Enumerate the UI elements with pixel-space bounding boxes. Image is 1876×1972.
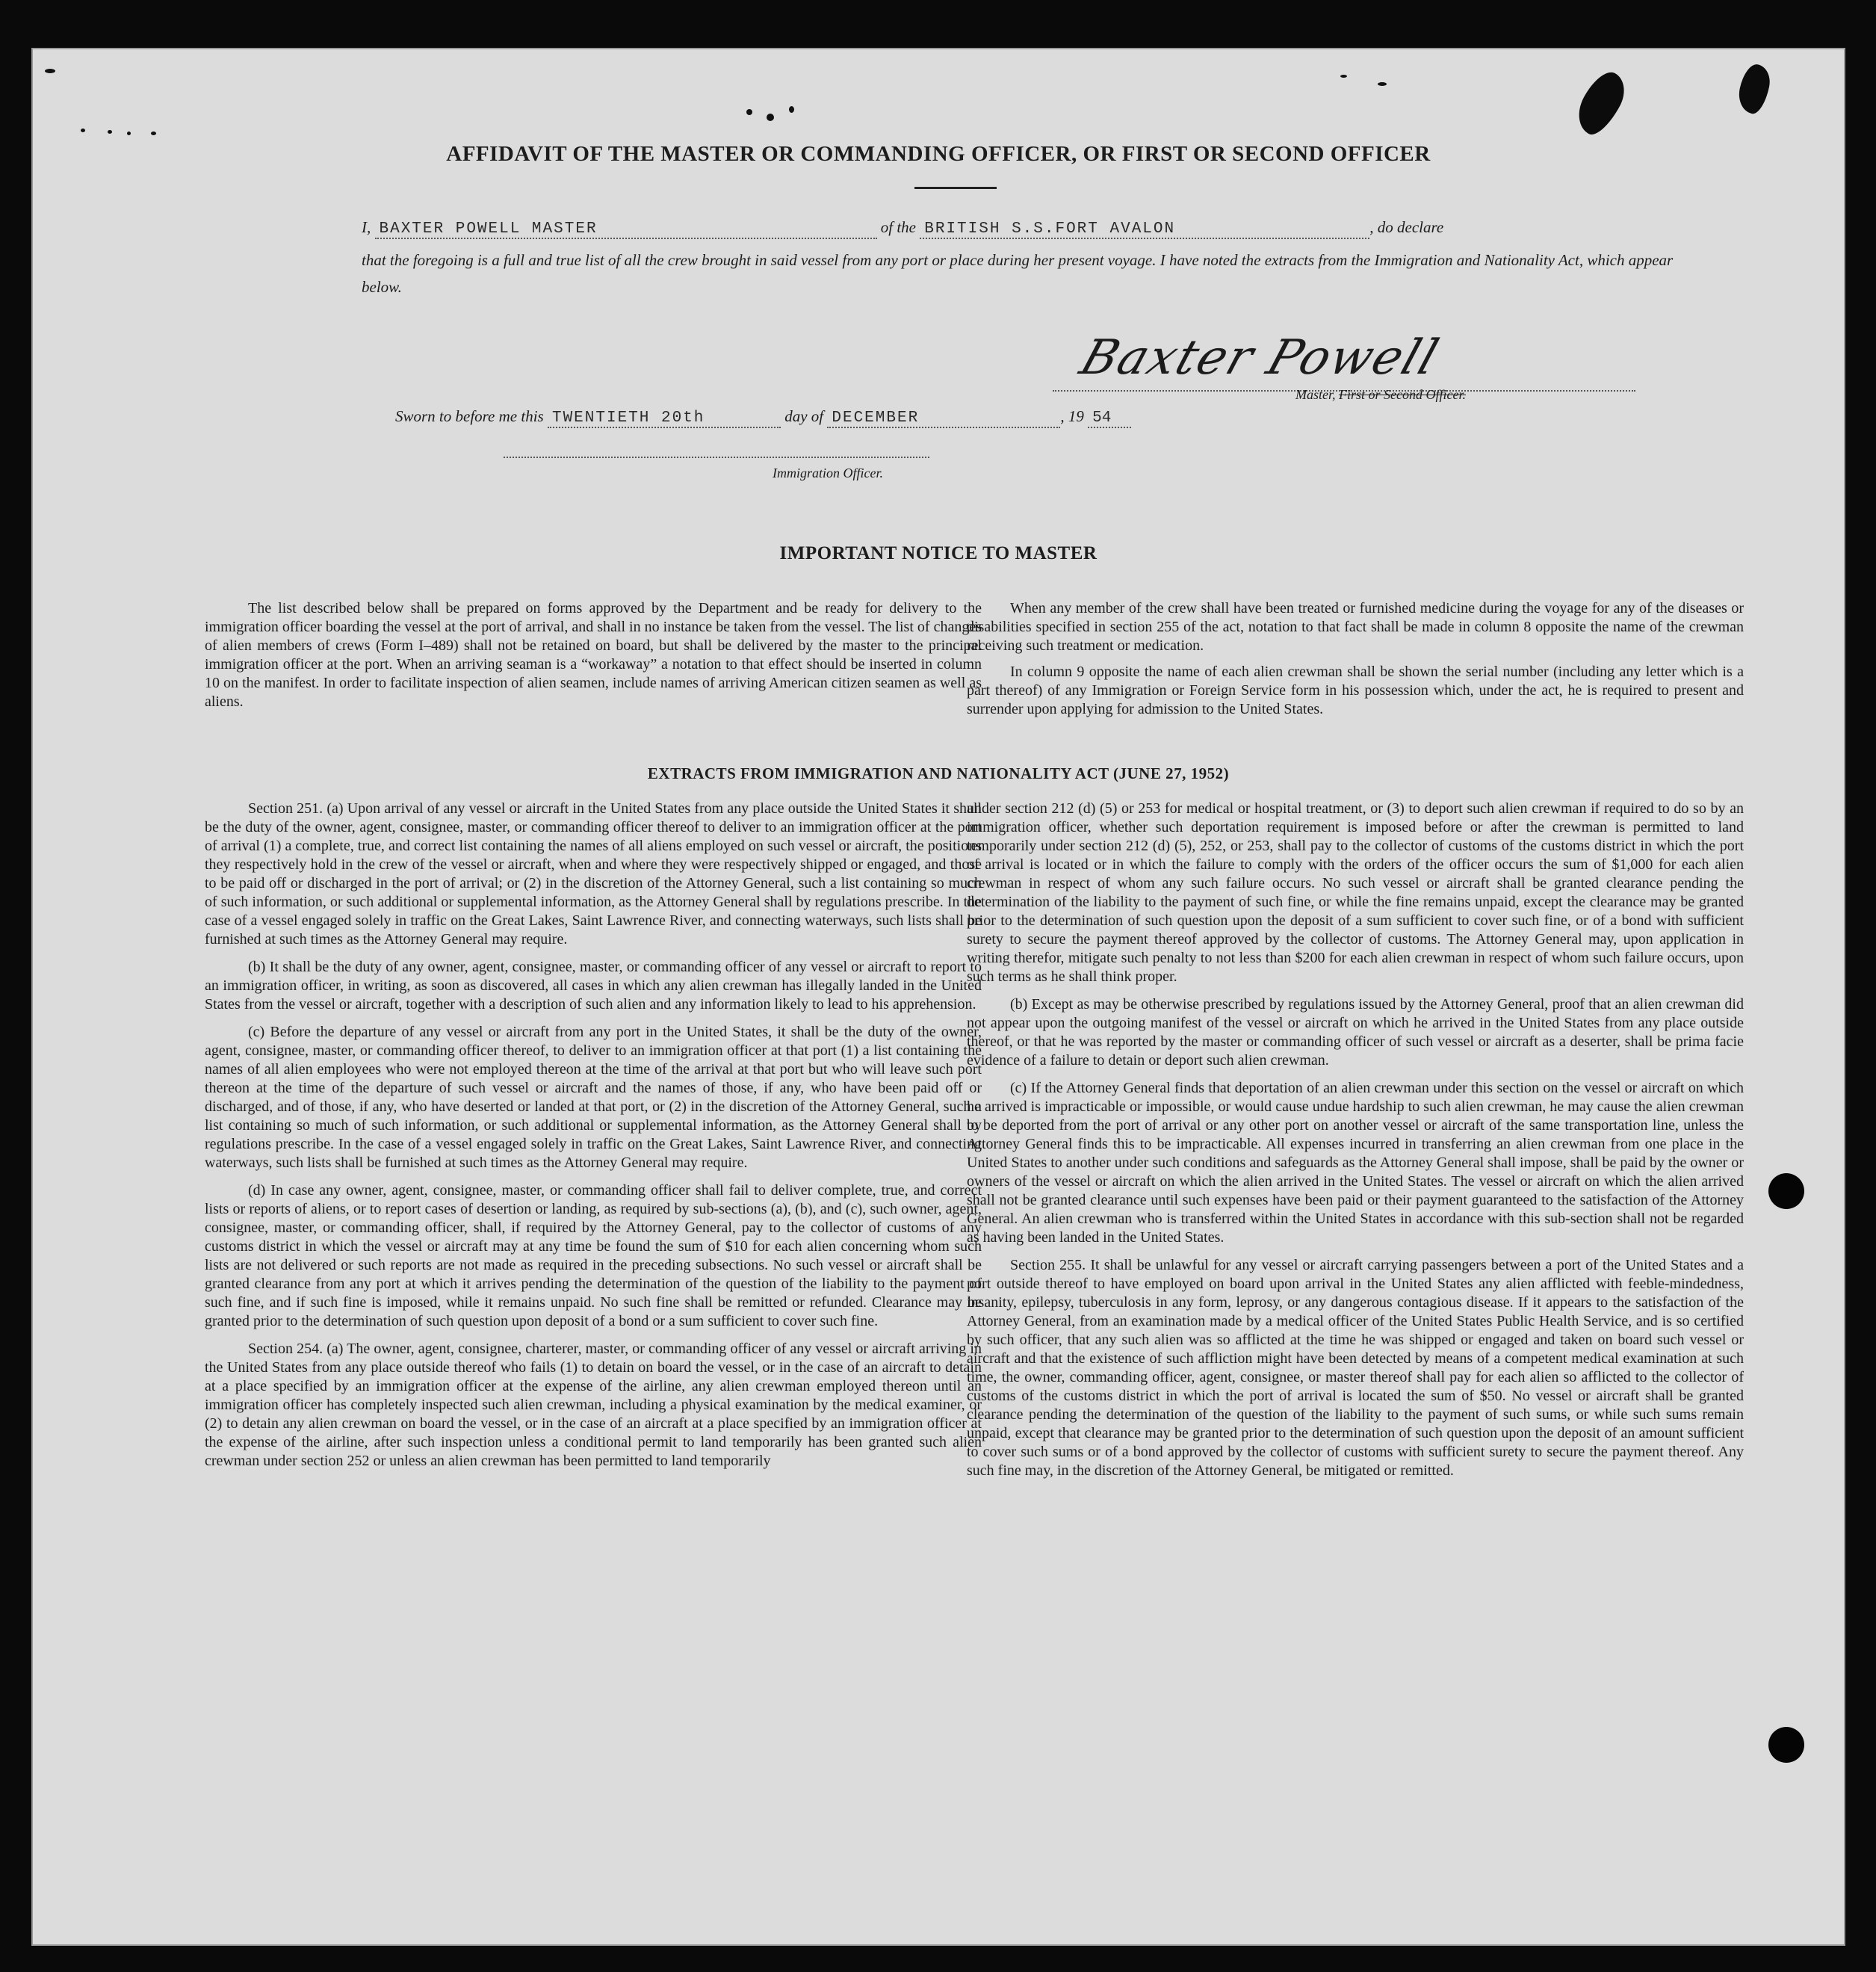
notice-left-column — [205, 599, 982, 720]
caption-struck-officer: First or Second Officer. — [1339, 387, 1466, 402]
declaration-line — [362, 218, 1691, 239]
sworn-month-field: DECEMBER — [827, 409, 1060, 428]
section-254b: (b) Except as may be otherwise prescribed by regulations issued by the Attorney General, proof that an alien crewman did not appear upon the outgoing manifest of the vessel or aircraft on which he arrived in the United States from any place outside thereof, or that he was reported by the master or commanding officer of such vessel or aircraft as a deserter, shall be prima facie evidence of a failure to detain or deport such alien crewman. — [967, 996, 1744, 1069]
sworn-prefix: Sworn to before me this — [395, 407, 544, 425]
section-254a-continued: under section 212 (d) (5) or 253 for medical or hospital treatment, or (3) to deport such alien crewman if required to do so by an immigration officer, whether such deportation requirement is imposed before or after the crewman is permitted to land temporarily under section 212 (d) (5), 252, or 253, shall pay to the collector of customs of the customs district in which the port of arrival is located or in which the failure to comply with the orders of the officer occurs the sum of $1,000 for each alien crewman in respect of whom any such failure occurs. No such vessel or aircraft shall be granted clearance pending the determination of the liability to the payment of such fine, or while the fine remains unpaid, except the clearance may be granted prior to the determination of such question upon the deposit of a sum sufficient to cover such fine, or of a bond with sufficient surety to secure the payment thereof approved by the collector of customs. The Attorney General may, upon application in writing therefor, mitigate such penalty to not less than $200 for each alien crewman in respect of whom such failure occurs, upon such terms as he shall think proper. — [967, 800, 1744, 985]
scan-speck — [108, 130, 112, 134]
act-right-column — [967, 800, 1744, 1489]
scan-speck — [127, 132, 131, 135]
section-251c: (c) Before the departure of any vessel or aircraft from any port in the United States, it shall be the duty of the owner, agent, consignee, master, or commanding officer thereof, to deliver to an immigration officer at that port (1) a list containing the names of all alien employees who were not employed thereon at the time of the arrival at that port but who will leave such port thereon at the time of the departure of such vessel or aircraft and the names of those, if any, who have been paid off or discharged, and of those, if any, who have deserted or landed at that port, or (2) in the discretion of the Attorney General, such a list containing so much of such information, or such additional or supplemental information, as the Attorney General shall by regulations prescribe. In the case of a vessel engaged solely in traffic on the Great Lakes, Saint Lawrence River, and connecting waterways, such lists shall be furnished at such times as the Attorney General may require. — [205, 1024, 982, 1171]
notice-paragraph: In column 9 opposite the name of each alien crewman shall be shown the serial number (including any letter which is a part thereof) of any Immigration or Foreign Service form in his possession which, under the act, he is required to present and surrender upon applying for admission to the United States. — [967, 664, 1744, 717]
scan-speck — [746, 109, 752, 115]
section-255: Section 255. It shall be unlawful for any vessel or aircraft carrying passengers between a port of the United States and a port outside thereof to have employed on board upon arrival in the United States any alien afflicted with feeble-mindedness, insanity, epilepsy, tuberculosis in any form, leprosy, or any dangerous contagious disease. If it appears to the satisfaction of the Attorney General, from an examination made by a medical officer of the United States Public Health Service, and is so certified by such officer, that any such alien was so afflicted at the time he was shipped or engaged and taken on board such vessel or aircraft and that the existence of such affliction might have been detected by means of a competent medical examination at such time, the owner, commanding officer, agent, consignee, or master thereof shall pay for each alien so afflicted to the collector of customs of the customs district in which the port of arrival is located the sum of $50. No vessel or aircraft shall be granted clearance pending the determination of the question of the liability to the payment of such sums, or while such sums remain unpaid, except that clearance may be granted prior to the determination of such question upon the deposit of an amount sufficient to cover such sums or of a bond approved by the collector of customs with sufficient surety to secure the payment thereof. Any such fine may, in the discretion of the Attorney General, be mitigated or remitted. — [967, 1257, 1744, 1479]
scan-speck — [1378, 82, 1387, 86]
act-left-column — [205, 800, 982, 1480]
scan-speck — [1340, 75, 1347, 78]
section-254a: Section 254. (a) The owner, agent, consignee, charterer, master, or commanding officer of any vessel or aircraft arriving in the United States from any place outside thereof who fails (1) to detain on board the vessel, or in the case of an aircraft to detain at a place specified by an immigration officer at the expense of the airline, any alien crewman employed thereon until an immigration officer has completely inspected such alien crewman, including a physical examination by the medical examiner, or (2) to detain any alien crewman on board the vessel, or in the case of an aircraft at a place specified by an immigration officer at the expense of the airline, after such inspection unless a conditional permit to land temporarily has been granted such alien crewman under section 252 or unless an alien crewman has been permitted to land temporarily — [205, 1341, 982, 1469]
vessel-name-field: BRITISH S.S.FORT AVALON — [920, 220, 1369, 239]
caption-master: Master, — [1295, 387, 1336, 402]
document-page — [31, 48, 1845, 1946]
punch-hole — [1768, 1173, 1804, 1209]
master-name-field: BAXTER POWELL MASTER — [375, 220, 877, 239]
title-rule — [914, 187, 997, 189]
declaration-text: that the foregoing is a full and true list of all the crew brought in said vessel from any port or place during her present voyage. I have noted the extracts from the Immigration and Nationality Act, which appear below. — [362, 251, 1674, 296]
punch-hole — [1768, 1727, 1804, 1763]
signature-handwriting: Baxter Powell — [1073, 330, 1446, 386]
immigration-officer-caption: Immigration Officer. — [773, 466, 883, 480]
of-the-label: of the — [880, 218, 916, 236]
sworn-line: Sworn to before me this TWENTIETH 20th day of DECEMBER , 19 54 — [395, 407, 1131, 428]
ink-blot — [1736, 62, 1774, 116]
scan-speck — [81, 129, 85, 132]
notice-right-column — [967, 599, 1744, 728]
sworn-year-field: 54 — [1088, 409, 1131, 428]
section-251d: (d) In case any owner, agent, consignee, master, or commanding officer shall fail to deliver complete, true, and correct lists or reports of aliens, or to report cases of desertion or landing, as required by sub-sections (a), (b), and (c), such owner, agent, consignee, master, or commanding officer, shall, if required by the Attorney General, pay to the collector of customs of any customs district in which the vessel or aircraft may at any time be found the sum of $10 for each alien concerning whom such lists are not delivered or such reports are not made as required in the preceding subsections. No such vessel or aircraft shall be granted clearance from any port at which it arrives pending the determination of the question of the liability to the payment of such fine, and if such fine is imposed, while it remains unpaid. No such fine shall be remitted or refunded. Clearance may be granted prior to the determination of such question upon deposit of a bond or a sum sufficient to cover such fine. — [205, 1182, 982, 1329]
notice-title: IMPORTANT NOTICE TO MASTER — [779, 543, 1098, 563]
notice-paragraph: When any member of the crew shall have been treated or furnished medicine during the voyage for any of the diseases or disabilities specified in section 255 of the act, notation to that fact shall be made in column 8 opposite the name of the crewman receiving such treatment or medication. — [967, 600, 1744, 654]
sworn-day-field: TWENTIETH 20th — [548, 409, 781, 428]
affidavit-title: AFFIDAVIT OF THE MASTER OR COMMANDING OFFICER, OR FIRST OR SECOND OFFICER — [446, 142, 1431, 166]
scan-speck — [767, 114, 774, 121]
section-254c: (c) If the Attorney General finds that deportation of an alien crewman under this section on the vessel or aircraft on which he arrived is impracticable or impossible, or would cause undue hardship to such alien crewman, he may cause the alien crewman to be deported from the port of arrival or any other port on another vessel or aircraft of the same transportation line, unless the Attorney General finds this to be impracticable. All expenses incurred in transferring an alien crewman from one place in the United States to another under such conditions and safeguards as the Attorney General shall impose, shall be paid by the owner or owners of the vessel or aircraft on which the alien arrived in the United States. The vessel or aircraft on which the alien arrived shall not be granted clearance until such expenses have been paid or their payment guaranteed to the satisfaction of the Attorney General. An alien crewman who is transferred within the United States in accordance with this sub-section shall not be regarded as having been landed in the United States. — [967, 1080, 1744, 1246]
extracts-title: EXTRACTS FROM IMMIGRATION AND NATIONALITY ACT (JUNE 27, 1952) — [647, 764, 1230, 782]
ink-blot — [1570, 66, 1632, 140]
notice-paragraph: The list described below shall be prepared on forms approved by the Department and be ready for delivery to the immigration officer boarding the vessel at the port of arrival, and shall in no instance be taken from the vessel. The list of changes of alien members of crews (Form I–489) shall not be retained on board, but shall be delivered by the master to the principal immigration officer at the port. When an arriving seaman is a “workaway” a notation to that effect should be inserted in column 10 on the manifest. In order to facilitate inspection of alien seamen, include names of arriving American citizen seamen as well as aliens. — [205, 600, 982, 710]
section-251b: (b) It shall be the duty of any owner, agent, consignee, master, or commanding officer of any vessel or aircraft to report to an immigration officer, in writing, as soon as discovered, all cases in which any alien crewman has illegally landed in the United States from the vessel or aircraft, together with a description of such alien and any information likely to lead to his apprehension. — [205, 959, 982, 1013]
signature-caption — [1295, 387, 1466, 403]
i-prefix: I, — [362, 218, 371, 236]
sworn-year-prefix: 19 — [1068, 407, 1084, 425]
do-declare-label: , do declare — [1369, 218, 1444, 236]
scan-speck — [789, 106, 794, 113]
scan-speck — [151, 132, 156, 135]
section-251a: Section 251. (a) Upon arrival of any vessel or aircraft in the United States from any place outside the United States it shall be the duty of the owner, agent, consignee, master, or commanding officer thereof to deliver to an immigration officer at the port of arrival (1) a complete, true, and correct list containing the names of all aliens employed on such vessel or aircraft, the positions they respectively hold in the crew of the vessel or aircraft, when and where they were respectively shipped or engaged, and those to be paid off or discharged in the port of arrival; or (2) in the discretion of the Attorney General, such a list containing so much of such information, or such additional or supplemental information, as the Attorney General shall by regulations prescribe. In the case of a vessel engaged solely in traffic on the Great Lakes, Saint Lawrence River, and connecting waterways, such lists shall be furnished at such times as the Attorney General may require. — [205, 800, 982, 948]
immigration-officer-line — [504, 457, 929, 458]
sworn-day-of: day of — [784, 407, 824, 425]
scan-speck — [45, 69, 55, 73]
